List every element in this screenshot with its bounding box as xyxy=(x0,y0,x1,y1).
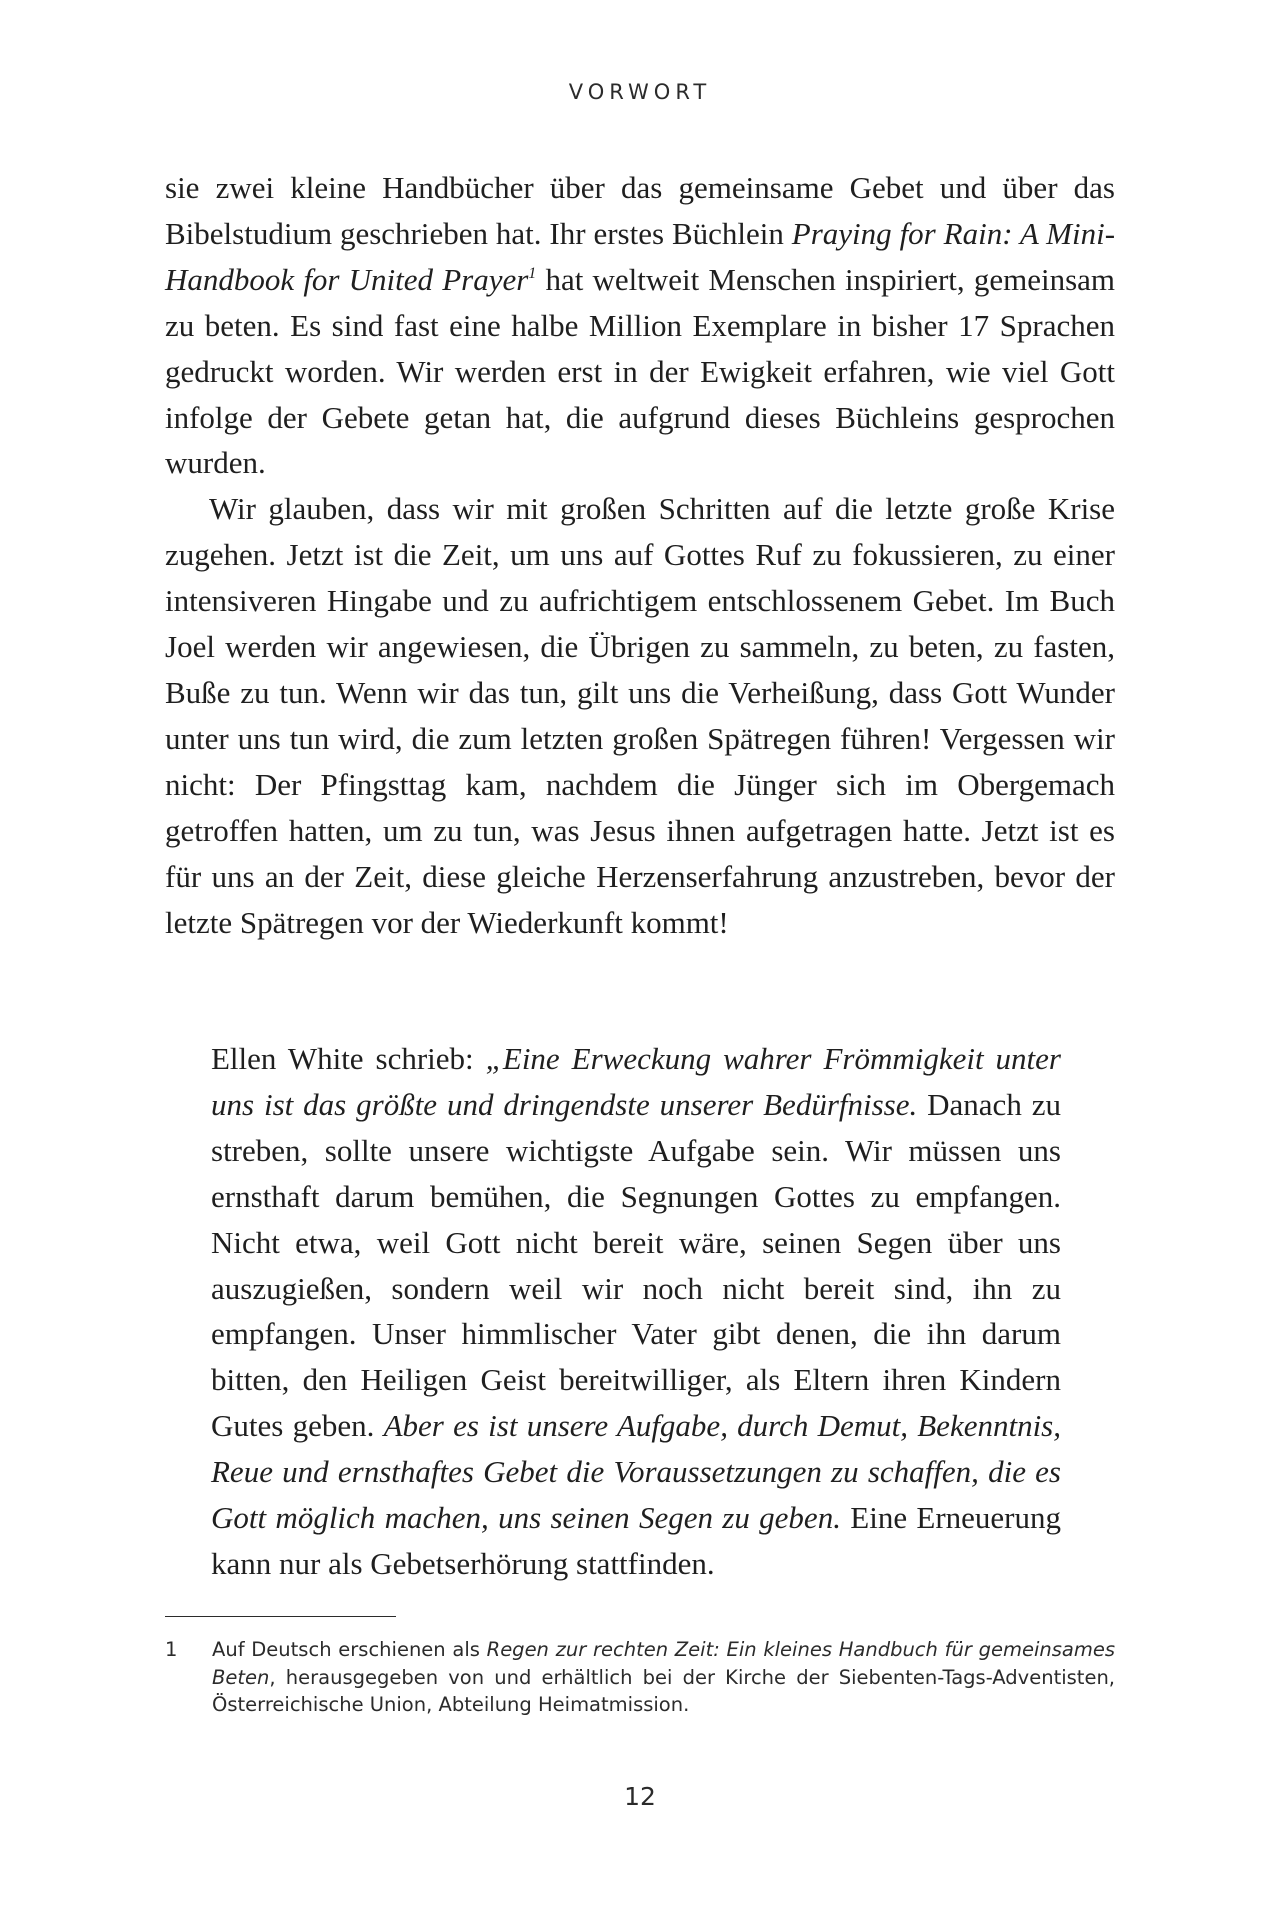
paragraph-2: Wir glauben, dass wir mit großen Schritten auf die letzte große Krise zugehen. Jetzt ist die Zeit, um uns auf Gottes Ruf zu fokussieren, zu einer intensiveren Hingabe und zu aufrichtigem entschlossenem Gebet. Im Buch Joel werden wir angewiesen, die Übrigen zu sammeln, zu beten, zu fasten, Buße zu tun. Wenn wir das tun, gilt uns die Verheißung, dass Gott Wunder unter uns tun wird, die zum letzten großen Spätregen führen! Vergessen wir nicht: Der Pfingsttag kam, nachdem die Jünger sich im Obergemach getroffen hatten, um zu tun, was Jesus ihnen aufgetragen hatte. Jetzt ist es für uns an der Zeit, diese gleiche Herzenserfahrung anzustreben, bevor der letzte Spätregen vor der Wiederkunft kommt! xyxy=(165,491,1115,940)
paragraph-1 xyxy=(165,165,1115,486)
quote-paragraph xyxy=(211,1036,1061,1587)
main-text xyxy=(165,165,1115,945)
paragraph-1-text-b: hat weltweit Menschen inspiriert, gemeinsam zu beten. Es sind fast eine halbe Million Exemplare in bisher 17 Sprachen gedruckt worden. Wir werden erst in der Ewigkeit erfahren, wie viel Gott infolge der Gebete getan hat, die aufgrund dieses Büchleins gesprochen wurden. xyxy=(165,261,1116,481)
quote-italic-1: „Eine Erweckung wahrer Frömmigkeit unter uns ist das größte und dringendste unserer Bedürfnisse. xyxy=(211,1041,1061,1122)
footnote-reference: 1 xyxy=(528,264,537,282)
quote-tail: Eine Erneuerung kann nur als Gebetserhörung stattfinden. xyxy=(211,1500,1061,1581)
footnote-text-a: Auf Deutsch erschienen als xyxy=(212,1638,487,1661)
book-title-praying-for-rain: Praying for Rain: A Mini-Handbook for United Prayer xyxy=(165,215,1116,297)
running-head: VORWORT xyxy=(568,80,712,104)
footnote xyxy=(165,1636,1115,1719)
footnote-text-b: , herausgegeben von und erhältlich bei der Kirche der Siebenten-Tags-Adventisten, Österreichische Union, Abteilung Heimatmission. xyxy=(212,1665,1115,1716)
quote-lead: Ellen White schrieb: xyxy=(211,1041,486,1076)
quote-italic-2: Aber es ist unsere Aufgabe, durch Demut, Bekenntnis, Reue und ernsthaftes Gebet die Voraussetzungen zu schaffen, die es Gott möglich machen, uns seinen Segen zu geben. xyxy=(211,1408,1061,1536)
page-number: 12 xyxy=(624,1782,656,1811)
footnote-number: 1 xyxy=(165,1638,178,1661)
footnote-rule xyxy=(165,1616,396,1617)
footnote-book-title: Regen zur rechten Zeit: Ein kleines Handbuch für gemeinsames Beten xyxy=(212,1638,1115,1689)
paragraph-1-text-a: sie zwei kleine Handbücher über das gemeinsame Gebet und über das Bibelstudium geschrieben hat. Ihr erstes Büchlein xyxy=(165,170,1115,251)
block-quote xyxy=(211,1036,1061,1587)
footnote-text xyxy=(212,1636,1115,1719)
quote-middle: Danach zu streben, sollte unsere wichtigste Aufgabe sein. Wir müssen uns ernsthaft darum bemühen, die Segnungen Gottes zu empfangen. Nicht etwa, weil Gott nicht bereit wäre, seinen Segen über uns auszugießen, sondern weil wir noch nicht bereit sind, ihn zu empfangen. Unser himmlischer Vater gibt denen, die ihn darum bitten, den Heiligen Geist bereitwilliger, als Eltern ihren Kindern Gutes geben. xyxy=(211,1086,1061,1444)
